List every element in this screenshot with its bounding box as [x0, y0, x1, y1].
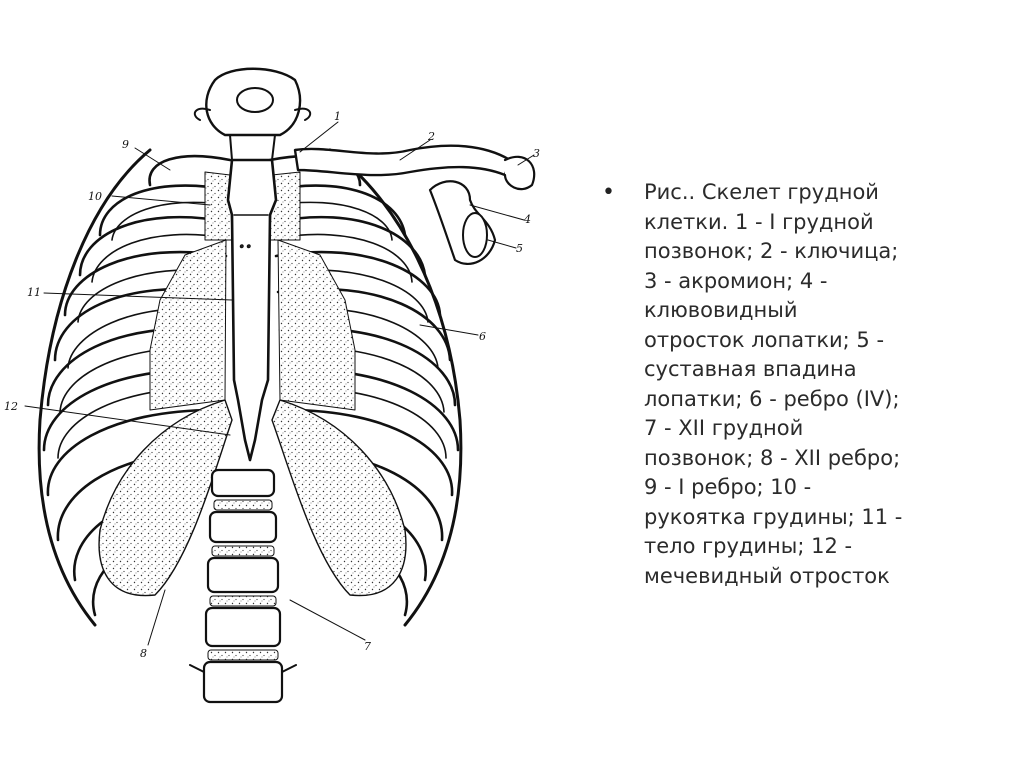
rib-cage-drawing	[25, 69, 534, 702]
label-4: 4	[524, 213, 531, 226]
label-9: 9	[122, 138, 129, 151]
label-2: 2	[428, 130, 435, 143]
label-1: 1	[334, 110, 341, 123]
label-12: 12	[4, 400, 18, 413]
label-3: 3	[533, 147, 540, 160]
label-7: 7	[364, 640, 371, 653]
caption-text: Рис.. Скелет грудной клетки. 1 - I грудной позвонок; 2 - ключица; 3 - акромион; 4 - клювовидный отросток лопатки; 5 - суставная впадина лопатки; 6 - ребро (IV); 7 - XII грудной позвонок; 8 - XII ребро; 9 - I ребро; 10 - рукоятка грудины; 11 - тело грудины; 12 - мечевидный отросток	[644, 180, 903, 588]
label-11: 11	[27, 286, 41, 299]
figure-caption	[600, 178, 1000, 591]
label-6: 6	[479, 330, 486, 343]
label-8: 8	[140, 647, 147, 660]
label-5: 5	[516, 242, 523, 255]
label-10: 10	[88, 190, 102, 203]
bullet-icon: •	[602, 180, 615, 205]
svg-text:· ·: · ·	[240, 240, 251, 253]
